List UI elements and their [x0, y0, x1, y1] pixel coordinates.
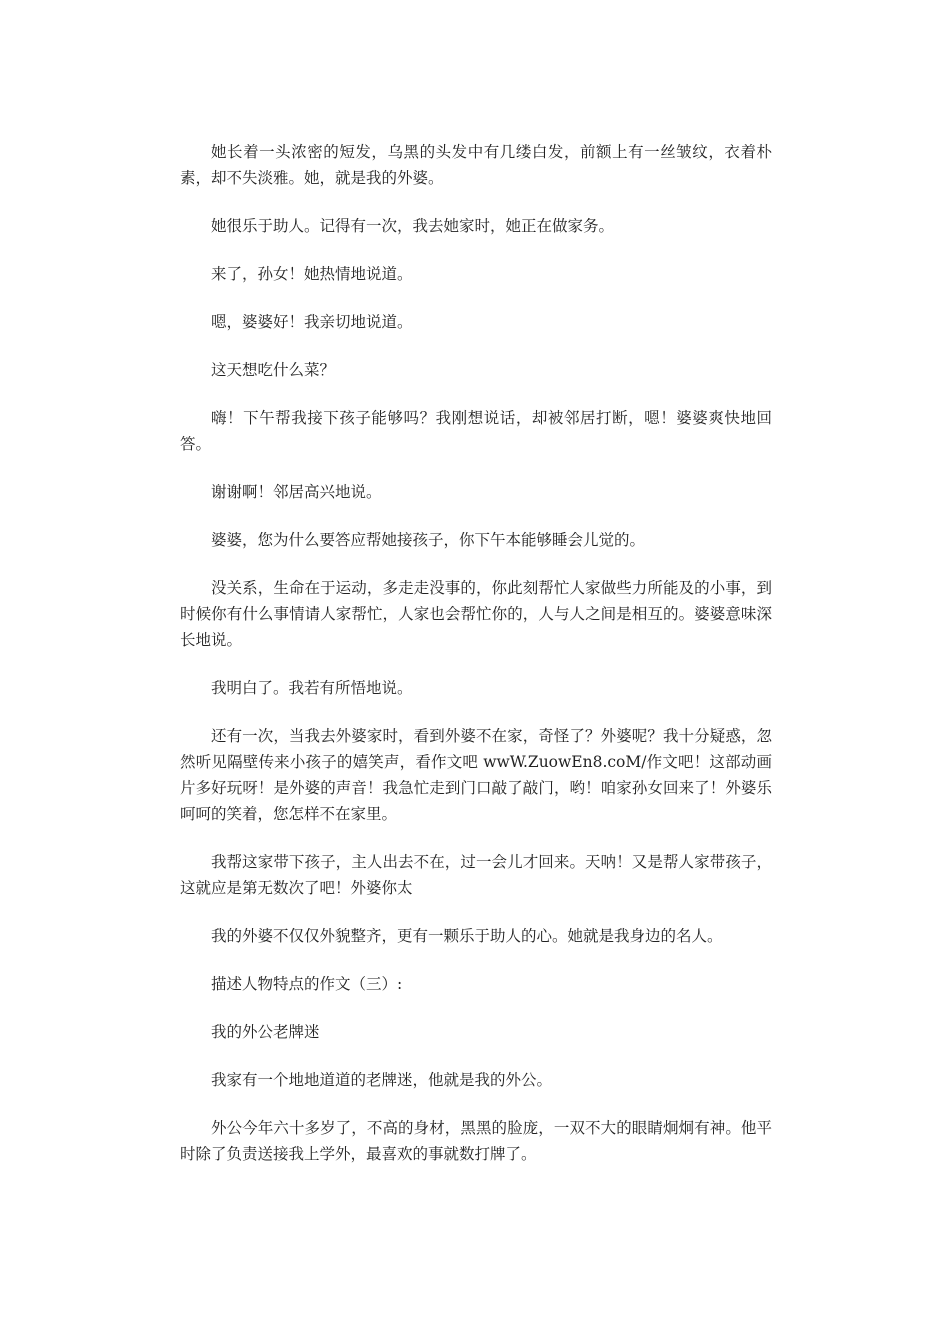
- paragraph: 我家有一个地地道道的老牌迷，他就是我的外公。: [211, 1071, 553, 1089]
- paragraph: 谢谢啊！邻居高兴地说。: [211, 483, 382, 501]
- paragraph: 我的外婆不仅仅外貌整齐，更有一颗乐于助人的心。她就是我身边的名人。: [211, 927, 723, 945]
- paragraph: 没关系，生命在于运动，多走走没事的，你此刻帮忙人家做些力所能及的小事，到时候你有什么事情请人家帮忙，人家也会帮忙你的，人与人之间是相互的。婆婆意味深长地说。: [180, 579, 772, 649]
- paragraph: 嗯，婆婆好！我亲切地说道。: [211, 313, 413, 331]
- paragraph: 嗨！下午帮我接下孩子能够吗？我刚想说话，却被邻居打断，嗯！婆婆爽快地回答。: [180, 409, 772, 453]
- paragraph: 她很乐于助人。记得有一次，我去她家时，她正在做家务。: [211, 217, 615, 235]
- essay-title: 我的外公老牌迷: [211, 1023, 320, 1041]
- paragraph: 我帮这家带下孩子，主人出去不在，过一会儿才回来。天呐！又是帮人家带孩子，这就应是第无数次了吧！外婆你太: [180, 853, 772, 897]
- paragraph: 婆婆，您为什么要答应帮她接孩子，你下午本能够睡会儿觉的。: [211, 531, 646, 549]
- paragraph: 她长着一头浓密的短发，乌黑的头发中有几缕白发，前额上有一丝皱纹，衣着朴素，却不失淡雅。她，就是我的外婆。: [180, 143, 772, 187]
- paragraph: 外公今年六十多岁了，不高的身材，黑黑的脸庞，一双不大的眼睛炯炯有神。他平时除了负责送接我上学外，最喜欢的事就数打牌了。: [180, 1119, 772, 1163]
- paragraph: 我明白了。我若有所悟地说。: [211, 679, 413, 697]
- paragraph: 来了，孙女！她热情地说道。: [211, 265, 413, 283]
- paragraph: 还有一次，当我去外婆家时，看到外婆不在家，奇怪了？外婆呢？我十分疑惑，忽然听见隔壁传来小孩子的嬉笑声，看作文吧 wwW.ZuowEn8.coM/作文吧！这部动画片多好玩呀！是外婆的声音！我急忙走到门口敲了敲门，哟！咱家孙女回来了！外婆乐呵呵的笑着，您怎样不在家里。: [180, 727, 772, 823]
- paragraph: 这天想吃什么菜？: [211, 361, 336, 379]
- article-body: [180, 139, 772, 1189]
- section-heading: 描述人物特点的作文（三）:: [211, 975, 403, 993]
